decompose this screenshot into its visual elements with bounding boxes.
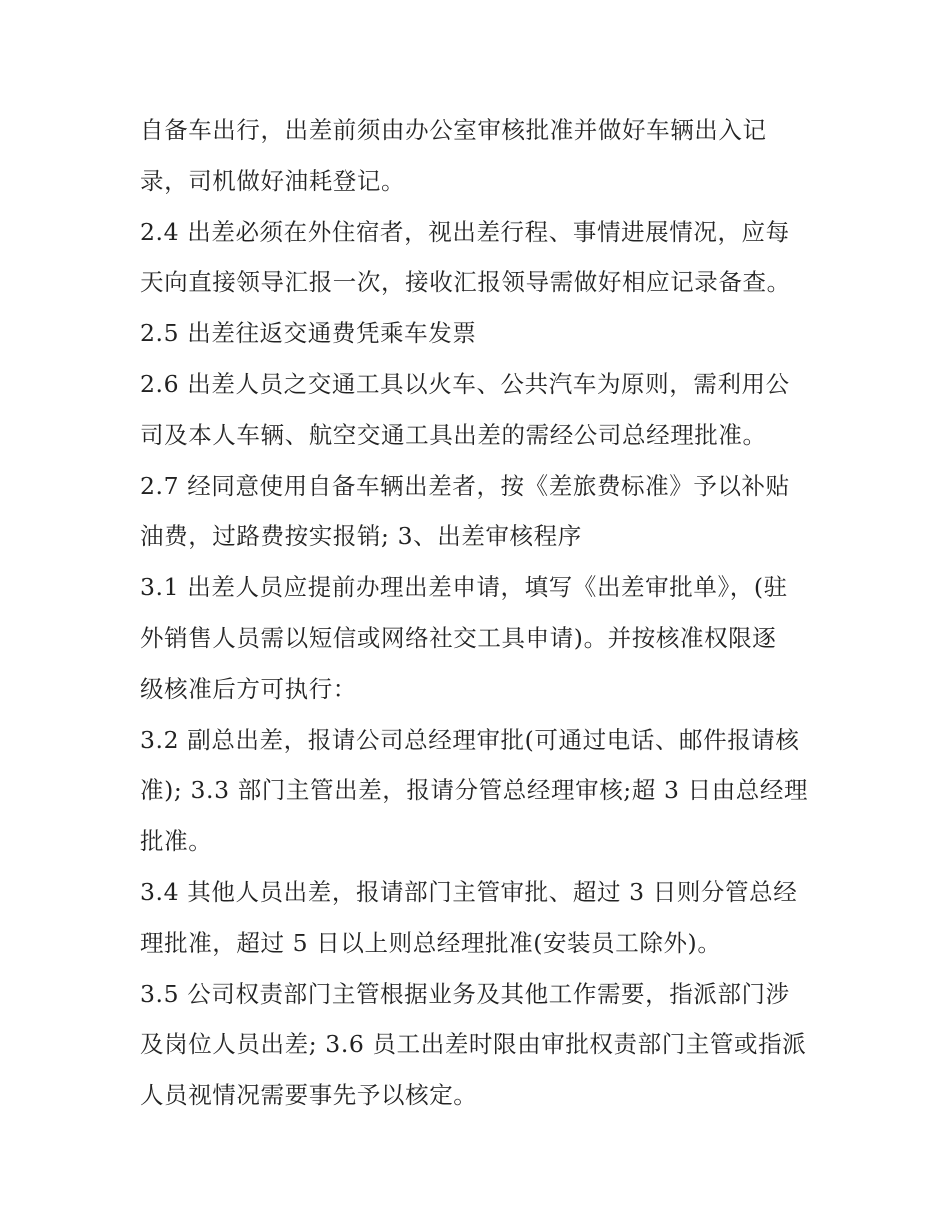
text-line: 3.2 副总出差，报请公司总经理审批(可通过电话、邮件报请核 xyxy=(140,725,800,754)
text-line: 3.5 公司权责部门主管根据业务及其他工作需要，指派部门涉 xyxy=(140,979,790,1008)
text-line: 外销售人员需以短信或网络社交工具申请)。并按核准权限逐 xyxy=(140,623,777,652)
text-line: 3.4 其他人员出差，报请部门主管审批、超过 3 日则分管总经 xyxy=(140,877,798,906)
text-line: 级核准后方可执行： xyxy=(140,674,357,703)
text-line: 2.5 出差往返交通费凭乘车发票 xyxy=(140,319,477,348)
text-line: 及岗位人员出差; 3.6 员工出差时限由审批权责部门主管或指派 xyxy=(140,1030,807,1059)
text-line: 批准。 xyxy=(140,827,213,856)
text-line: 理批准，超过 5 日以上则总经理批准(安装员工除外)。 xyxy=(140,928,722,957)
text-line: 录，司机做好油耗登记。 xyxy=(140,166,406,195)
text-line: 油费，过路费按实报销; 3、出差审核程序 xyxy=(140,522,582,551)
text-line: 司及本人车辆、航空交通工具出差的需经公司总经理批准。 xyxy=(140,420,767,449)
text-line: 天向直接领导汇报一次，接收汇报领导需做好相应记录备查。 xyxy=(140,268,791,297)
text-line: 2.7 经同意使用自备车辆出差者，按《差旅费标准》予以补贴 xyxy=(140,471,790,500)
document-body xyxy=(140,105,820,1121)
text-line: 2.4 出差必须在外住宿者，视出差行程、事情进展情况，应每 xyxy=(140,217,790,246)
text-line: 3.1 出差人员应提前办理出差申请，填写《出差审批单》，(驻 xyxy=(140,573,788,602)
text-line: 人员视情况需要事先予以核定。 xyxy=(140,1081,478,1110)
text-line: 准); 3.3 部门主管出差，报请分管总经理审核;超 3 日由总经理 xyxy=(140,776,809,805)
text-line: 2.6 出差人员之交通工具以火车、公共汽车为原则，需利用公 xyxy=(140,369,790,398)
text-line: 自备车出行，出差前须由办公室审核批准并做好车辆出入记 xyxy=(140,116,767,144)
